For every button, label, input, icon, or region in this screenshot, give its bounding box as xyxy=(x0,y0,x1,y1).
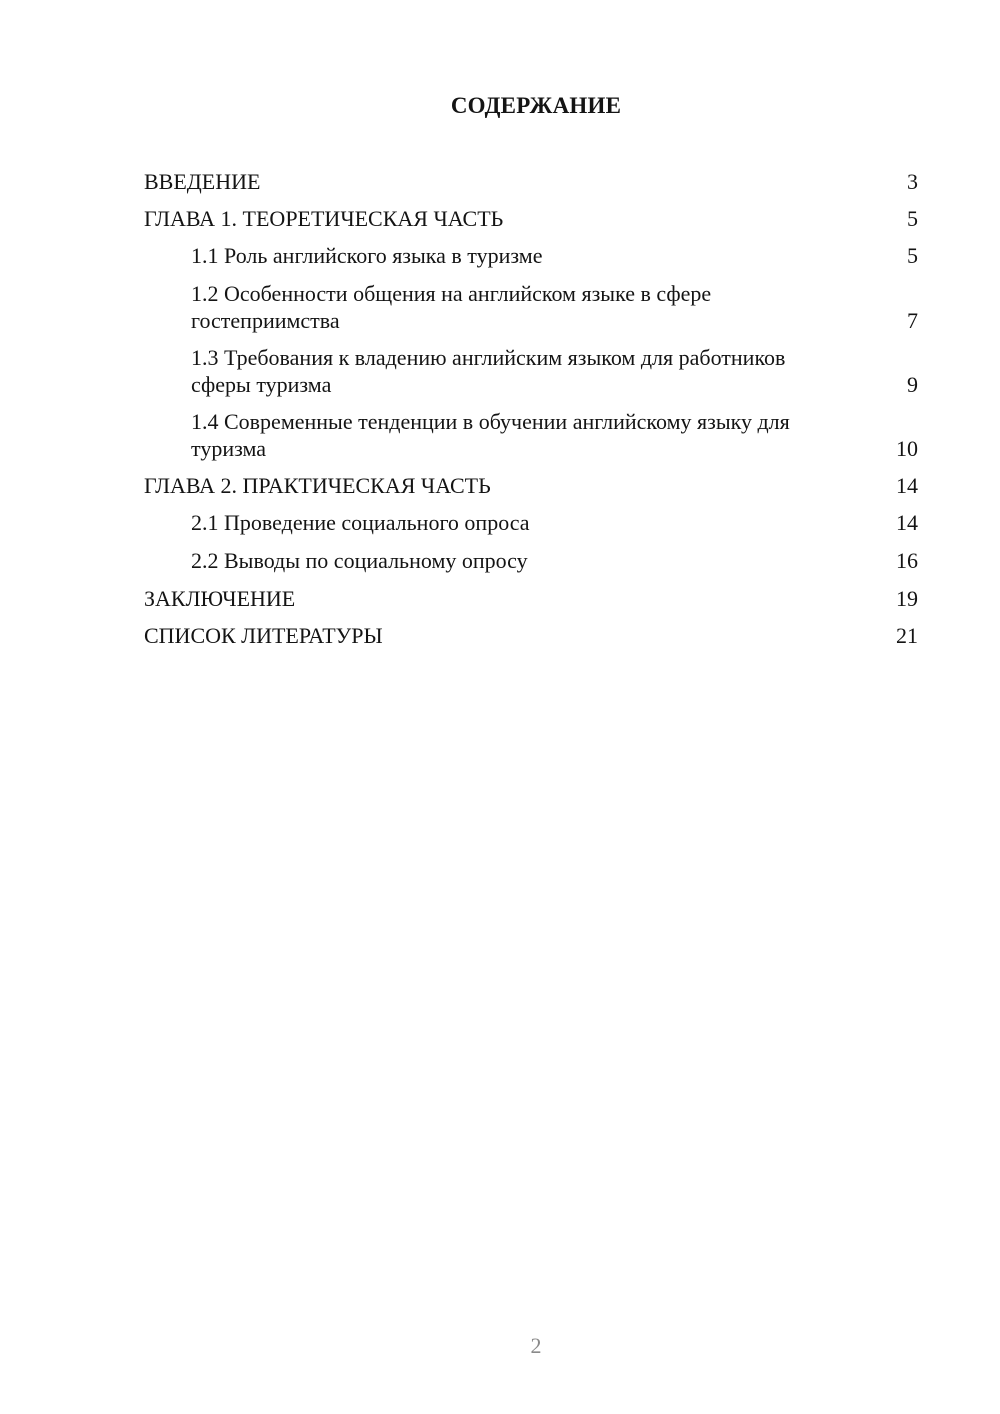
toc-entry-references[interactable] xyxy=(144,622,918,649)
toc-entry-chapter-2[interactable] xyxy=(144,472,918,499)
toc-entry-conclusion[interactable] xyxy=(144,585,918,612)
toc-entry-page: 5 xyxy=(907,206,918,231)
toc-entry-page: 19 xyxy=(896,586,918,611)
table-of-contents xyxy=(144,168,918,659)
toc-entry-title: 1.3 Требования к владению английским языком для работников сферы туризма xyxy=(191,345,786,397)
toc-entry-section-1-2[interactable] xyxy=(144,280,918,334)
toc-entry-section-2-1[interactable] xyxy=(144,509,918,536)
toc-entry-section-1-1[interactable] xyxy=(144,242,918,269)
toc-entry-page: 9 xyxy=(907,372,918,397)
toc-entry-title: ВВЕДЕНИЕ xyxy=(144,169,261,194)
toc-entry-section-1-4[interactable] xyxy=(144,408,918,462)
toc-entry-title: ГЛАВА 1. ТЕОРЕТИЧЕСКАЯ ЧАСТЬ xyxy=(144,206,504,231)
toc-entry-page: 21 xyxy=(896,623,918,648)
page-title: СОДЕРЖАНИЕ xyxy=(450,93,622,118)
toc-entry-title: 1.1 Роль английского языка в туризме xyxy=(191,243,543,268)
toc-entry-title: ГЛАВА 2. ПРАКТИЧЕСКАЯ ЧАСТЬ xyxy=(144,473,491,498)
toc-entry-title: 1.2 Особенности общения на английском языке в сфере гостеприимства xyxy=(191,281,712,333)
toc-entry-page: 7 xyxy=(907,308,918,333)
toc-entry-introduction[interactable] xyxy=(144,168,918,195)
toc-entry-title: 2.2 Выводы по социальному опросу xyxy=(191,548,528,573)
toc-entry-section-1-3[interactable] xyxy=(144,344,918,398)
toc-entry-title: 1.4 Современные тенденции в обучении английскому языку для туризма xyxy=(191,409,790,461)
toc-entry-title: ЗАКЛЮЧЕНИЕ xyxy=(144,586,296,611)
toc-entry-page: 5 xyxy=(907,243,918,268)
toc-entry-title: СПИСОК ЛИТЕРАТУРЫ xyxy=(144,623,383,648)
toc-entry-title: 2.1 Проведение социального опроса xyxy=(191,510,530,535)
toc-entry-page: 14 xyxy=(896,510,918,535)
toc-entry-section-2-2[interactable] xyxy=(144,547,918,574)
toc-entry-page: 14 xyxy=(896,473,918,498)
toc-entry-page: 10 xyxy=(896,436,918,461)
toc-entry-chapter-1[interactable] xyxy=(144,205,918,232)
toc-entry-page: 3 xyxy=(907,169,918,194)
toc-entry-page: 16 xyxy=(896,548,918,573)
page-number: 2 xyxy=(530,1333,542,1358)
